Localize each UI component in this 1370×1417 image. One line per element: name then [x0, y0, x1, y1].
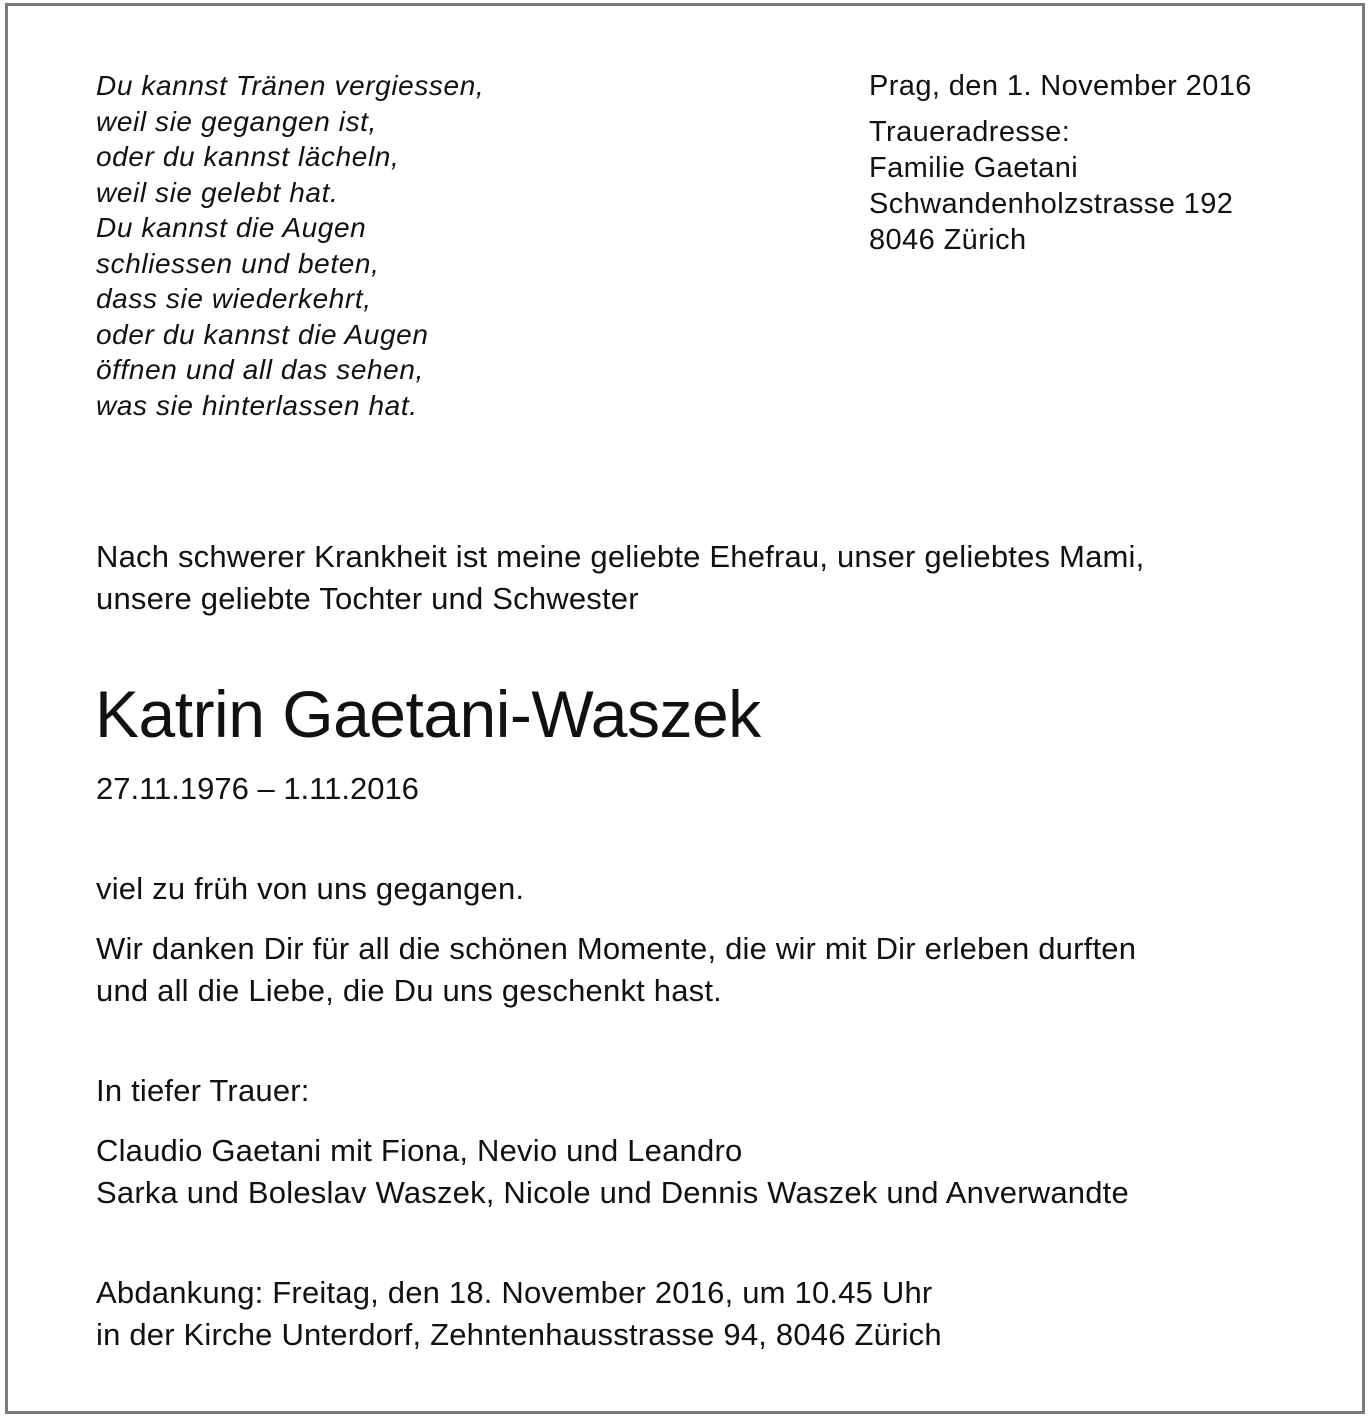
poem-line: Du kannst die Augen: [96, 212, 367, 243]
thanks-line: Wir danken Dir für all die schönen Momente, die wir mit Dir erleben durften: [96, 931, 1137, 966]
poem-line: dass sie wiederkehrt,: [96, 283, 372, 314]
thanks-line: und all die Liebe, die Du uns geschenkt hast.: [96, 973, 722, 1008]
mourning-address-block: [869, 68, 1252, 258]
mourning-label: [96, 1070, 310, 1112]
deceased-name: Katrin Gaetani-Waszek: [95, 677, 761, 751]
poem-line: was sie hinterlassen hat.: [96, 389, 418, 421]
poem-line: schliessen und beten,: [96, 247, 380, 279]
mourning-label-text: In tiefer Trauer:: [96, 1073, 310, 1108]
address-label: Traueradresse:: [869, 116, 1071, 148]
funeral-line: Abdankung: Freitag, den 18. November 2016, um 10.45 Uhr: [96, 1275, 933, 1310]
thanks-text: [96, 928, 1136, 1012]
life-dates: 27.11.1976 – 1.11.2016: [96, 771, 419, 806]
poem-line: weil sie gelebt hat.: [96, 176, 339, 208]
place-date: Prag, den 1. November 2016: [869, 70, 1252, 102]
early-passing-text: [96, 868, 524, 910]
funeral-line: in der Kirche Unterdorf, Zehntenhausstrasse 94, 8046 Zürich: [96, 1317, 942, 1352]
funeral-info: [96, 1272, 942, 1356]
intro-line: unsere geliebte Tochter und Schwester: [96, 581, 639, 616]
early-passing-line: viel zu früh von uns gegangen.: [96, 871, 525, 906]
obituary-frame: [5, 3, 1365, 1414]
address-line: 8046 Zürich: [869, 224, 1027, 256]
mourners-list: [96, 1130, 1129, 1214]
poem-line: oder du kannst die Augen: [96, 318, 429, 350]
poem-line: weil sie gegangen ist,: [96, 105, 377, 137]
poem-line: Du kannst Tränen vergiessen,: [96, 70, 485, 101]
poem-line: oder du kannst lächeln,: [96, 141, 400, 172]
mourner-line: Sarka und Boleslav Waszek, Nicole und Dennis Waszek und Anverwandte: [96, 1175, 1129, 1210]
intro-line: Nach schwerer Krankheit ist meine geliebte Ehefrau, unser geliebtes Mami,: [96, 539, 1145, 574]
address-line: Familie Gaetani: [869, 152, 1079, 184]
poem-line: öffnen und all das sehen,: [96, 354, 424, 385]
mourner-line: Claudio Gaetani mit Fiona, Nevio und Leandro: [96, 1133, 743, 1168]
poem: [96, 68, 484, 423]
intro-text: [96, 536, 1144, 620]
address-line: Schwandenholzstrasse 192: [869, 188, 1234, 220]
